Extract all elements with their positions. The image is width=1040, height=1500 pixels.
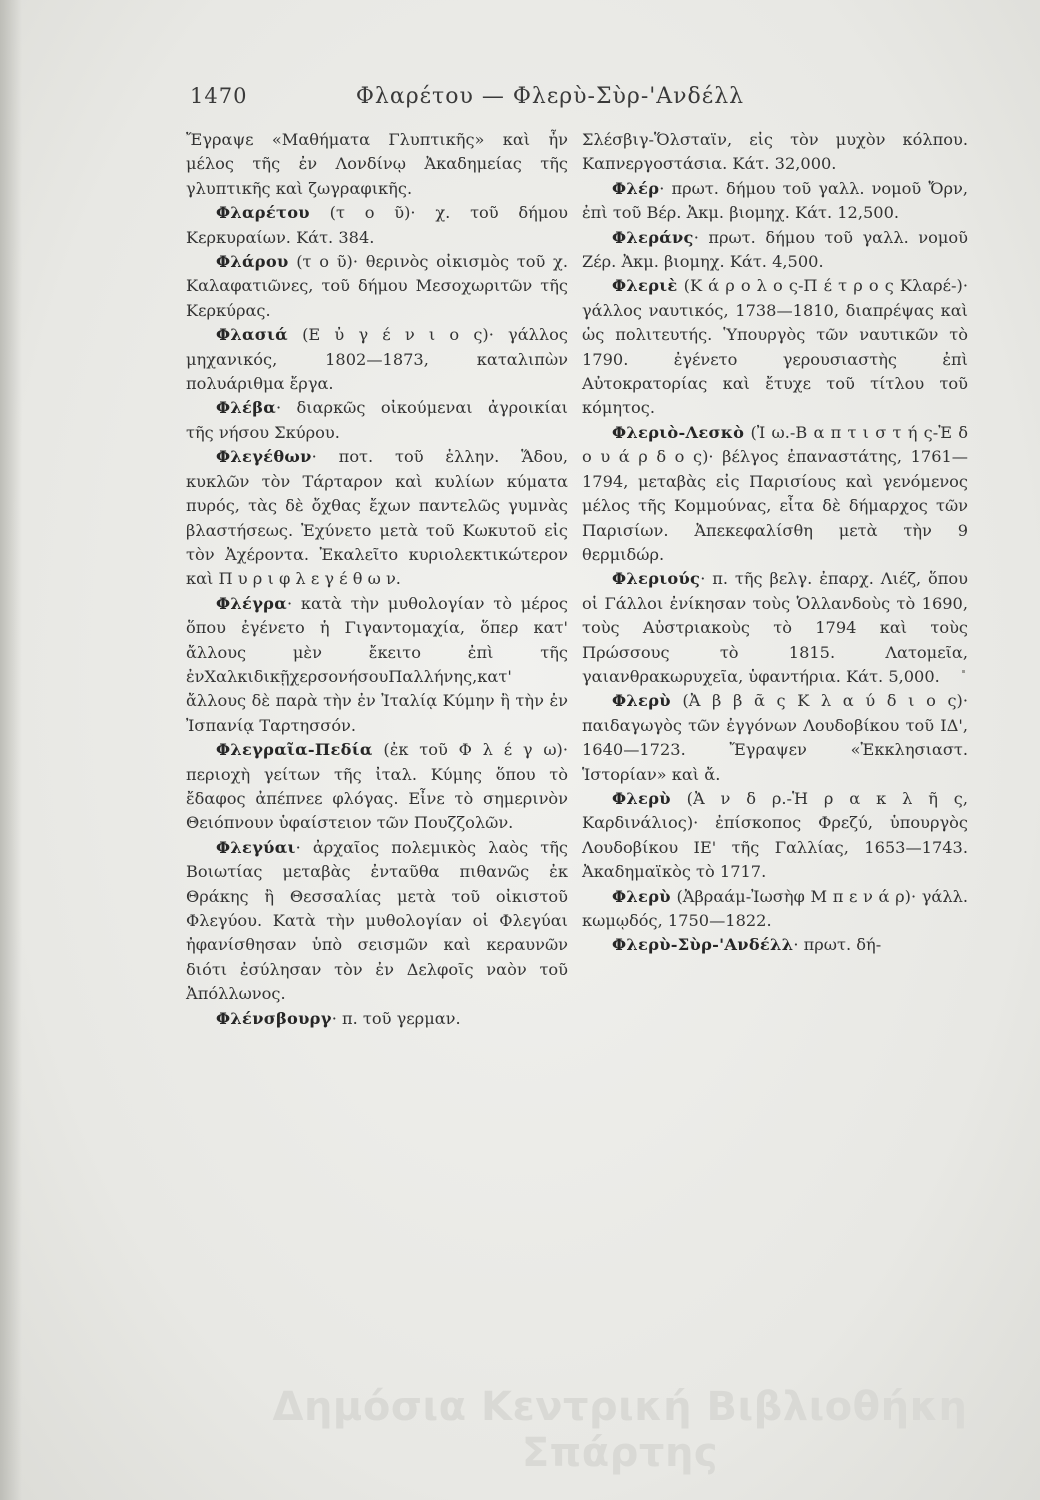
entry-text: (τ ο ῦ)· θερινὸς οἰκισμὸς τοῦ χ. Καλαφατιῶνες, τοῦ δήμου Μεσοχωριτῶν τῆς Κερκύρας. (186, 252, 568, 320)
page-header (0, 84, 1040, 124)
dictionary-entry (186, 592, 568, 738)
entry-text: Ἔγραψε «Μαθήματα Γλυπτικῆς» καὶ ἦν μέλος τῆς ἐν Λονδίνῳ Ἀκαδημείας τῆς γλυπτικῆς καὶ ζωγραφικῆς. (186, 130, 568, 198)
dictionary-entry (186, 836, 568, 1007)
dictionary-entry (582, 567, 968, 689)
entry-text: (Ε ὐ γ έ ν ι ο ς)· γάλλος μηχανικός, 1802—1873, καταλιπὼν πολυάριθμα ἔργα. (186, 325, 568, 394)
entry-headword: Φλεριὸ-Λεσκὸ (612, 422, 745, 442)
page-number: 1470 (190, 84, 248, 108)
entry-text: · π. τοῦ γερμαν. (331, 1008, 461, 1028)
entry-text: (Ἀβραάμ-Ἰωσὴφ Μ π ε ν ά ρ)· γάλλ. κωμῳδός, 1750—1822. (582, 886, 968, 930)
entry-text: (ἐκ τοῦ Φ λ έ γ ω)· περιοχὴ γείτων τῆς ἰταλ. Κύμης ὅπου τὸ ἔδαφος ἀπέπνεε φλόγας. Εἶνε τὸ σημερινὸν Θειόπνουν ὑφαίστειον τῶν Πουζζολῶν. (186, 740, 568, 833)
entry-headword: Φλερὺ (612, 886, 671, 906)
entry-headword: Φλεγέθων (216, 447, 312, 467)
right-column (582, 128, 968, 958)
dictionary-entry (186, 250, 568, 323)
entry-text: (Κ ά ρ ο λ ο ς-Π έ τ ρ ο ς Κλαρέ-)· γάλλος ναυτικός, 1738—1810, διαπρέψας καὶ ὡς πολιτευτής. Ὑπουργὸς τῶν ναυτικῶν τὸ 1790. ἐγένετο γερουσιαστὴς ἐπὶ Αὐτοκρατορίας καὶ ἔτυχε τοῦ τίτλου τοῦ κόμητος. (582, 276, 968, 418)
entry-text: · κατὰ τὴν μυθολογίαν τὸ μέρος ὅπου ἐγένετο ἡ Γιγαντομαχία, ὅπερ κατ' ἄλλους μὲν ἔκειτο ἐπὶ τῆς ἐνΧαλκιδικῇχερσονήσουΠαλλήνης,κατ' ἄλλους δὲ παρὰ τὴν ἐν Ἰταλίᾳ Κύμην ἢ τὴν ἐν Ἰσπανίᾳ Ταρτησσόν. (186, 593, 568, 735)
running-head: Φλαρέτου — Φλερὺ-Σὺρ-'Ανδέλλ (355, 84, 745, 109)
dictionary-entry (186, 323, 568, 396)
entry-text: (Ἀ ν δ ρ.-Ἡ ρ α κ λ ῆ ς, Καρδινάλιος)· ἐπίσκοπος Φρεζύ, ὑπουργὸς Λουδοβίκου ΙΕ' τῆς Γαλλίας, 1653—1743. Ἀκαδημαϊκὸς τὸ 1717. (582, 788, 968, 882)
entry-headword: Φλεράνς (612, 227, 694, 247)
dictionary-entry (186, 1007, 568, 1031)
dictionary-entry (582, 274, 968, 420)
entry-headword: Φλένσβουργ (216, 1008, 332, 1028)
entry-headword: Φλερὺ (612, 788, 671, 808)
dictionary-entry (582, 885, 968, 934)
dictionary-entry (582, 689, 968, 787)
print-mark (962, 670, 965, 673)
library-watermark: Δημόσια Κεντρική Βιβλιοθήκη Σπάρτης (272, 1384, 968, 1476)
entry-headword: Φλέρ (612, 178, 660, 198)
entry-headword: Φλεριούς (612, 569, 701, 589)
entry-headword: Φλέγρα (216, 593, 287, 613)
entry-text: · πρωτ. δήμου τοῦ γαλλ. νομοῦ Ζέρ. Ἀκμ. βιομηχ. Κάτ. 4,500. (582, 227, 968, 272)
entry-text: Σλέσβιγ-Ὅλσταϊν, εἰς τὸν μυχὸν κόλπου. Καπνεργοστάσια. Κάτ. 32,000. (582, 130, 968, 174)
dictionary-entry (582, 226, 968, 275)
entry-text: · ἀρχαῖος πολεμικὸς λαὸς τῆς Βοιωτίας μεταβὰς ἐνταῦθα πιθανῶς ἐκ Θράκης ἢ Θεσσαλίας μετὰ τοῦ οἰκιστοῦ Φλεγύου. Κατὰ τὴν μυθολογίαν οἱ Φλεγύαι ἠφανίσθησαν ὑπὸ σεισμῶν καὶ κεραυνῶν διότι ἐσύλησαν τὸν ἐν Δελφοῖς ναὸν τοῦ Ἀπόλλωνος. (186, 837, 568, 1004)
entry-text: · ποτ. τοῦ ἑλλην. Ἅδου, κυκλῶν τὸν Τάρταρον καὶ κυλίων κύματα πυρός, τὰς δὲ ὄχθας ἔχων παντελῶς γυμνὰς βλαστήσεως. Ἐχύνετο μετὰ τοῦ Κωκυτοῦ εἰς τὸν Ἀχέροντα. Ἐκαλεῖτο κυριολεκτικώτερον καὶ Π υ ρ ι φ λ ε γ έ θ ω ν. (186, 447, 568, 589)
entry-text: · πρωτ. δή- (793, 935, 882, 955)
dictionary-entry (582, 177, 968, 226)
dictionary-entry (582, 933, 968, 957)
entry-text: (Ἰ ω.-Β α π τ ι σ τ ή ς-Ἐ δ ο υ ά ρ δ ο ς)· βέλγος ἐπαναστάτης, 1761—1794, μεταβὰς εἰς Παρισίους καὶ γενόμενος μέλος τῆς Κομμούνας, εἶτα δὲ δήμαρχος τῶν Παρισίων. Ἀπεκεφαλίσθη μετὰ τὴν 9 θερμιδώρ. (582, 422, 968, 564)
dictionary-entry (186, 396, 568, 445)
entry-headword: Φλερὺ (612, 691, 671, 711)
entry-headword: Φλαρέτου (216, 203, 310, 223)
entry-headword: Φλασιά (216, 325, 288, 345)
dictionary-entry (186, 738, 568, 836)
entry-headword: Φλεριὲ (612, 276, 678, 296)
entry-text: · π. τῆς βελγ. ἐπαρχ. Λιέζ, ὅπου οἱ Γάλλοι ἐνίκησαν τοὺς Ὁλλανδοὺς τὸ 1690, τοὺς Αὐστριακοὺς τὸ 1794 καὶ τοὺς Πρώσσους τὸ 1815. Λατομεῖα, γαιανθρακωρυχεῖα, ὑφαντήρια. Κάτ. 5,000. (582, 569, 968, 686)
dictionary-entry (186, 128, 568, 201)
entry-headword: Φλεγραῖα-Πεδία (216, 740, 373, 760)
dictionary-entry (582, 128, 968, 177)
dictionary-entry (186, 201, 568, 250)
entry-headword: Φλερὺ-Σὺρ-'Ανδέλλ (612, 935, 794, 955)
left-column (186, 128, 568, 1031)
entry-text: (Ἀ β β ᾶ ς Κ λ α ύ δ ι ο ς)· παιδαγωγὸς τῶν ἐγγόνων Λουδοβίκου τοῦ ΙΔ', 1640—1723. Ἔγραψεν «Ἐκκλησιαστ. Ἱστορίαν» καὶ ἄ. (582, 691, 968, 784)
entry-text: · πρωτ. δήμου τοῦ γαλλ. νομοῦ Ὄρν, ἐπὶ τοῦ Βέρ. Ἀκμ. βιομηχ. Κάτ. 12,500. (582, 178, 968, 223)
entry-headword: Φλέβα (216, 398, 276, 418)
entry-text: · διαρκῶς οἰκούμεναι ἀγροικίαι τῆς νήσου Σκύρου. (186, 398, 568, 442)
entry-text: (τ ο ῦ)· χ. τοῦ δήμου Κερκυραίων. Κάτ. 384. (186, 203, 568, 247)
binding-shadow (0, 0, 22, 1500)
entry-headword: Φλεγύαι (216, 837, 296, 857)
dictionary-entry (582, 421, 968, 567)
entry-headword: Φλάρου (216, 252, 289, 272)
dictionary-entry (582, 787, 968, 885)
dictionary-entry (186, 445, 568, 591)
